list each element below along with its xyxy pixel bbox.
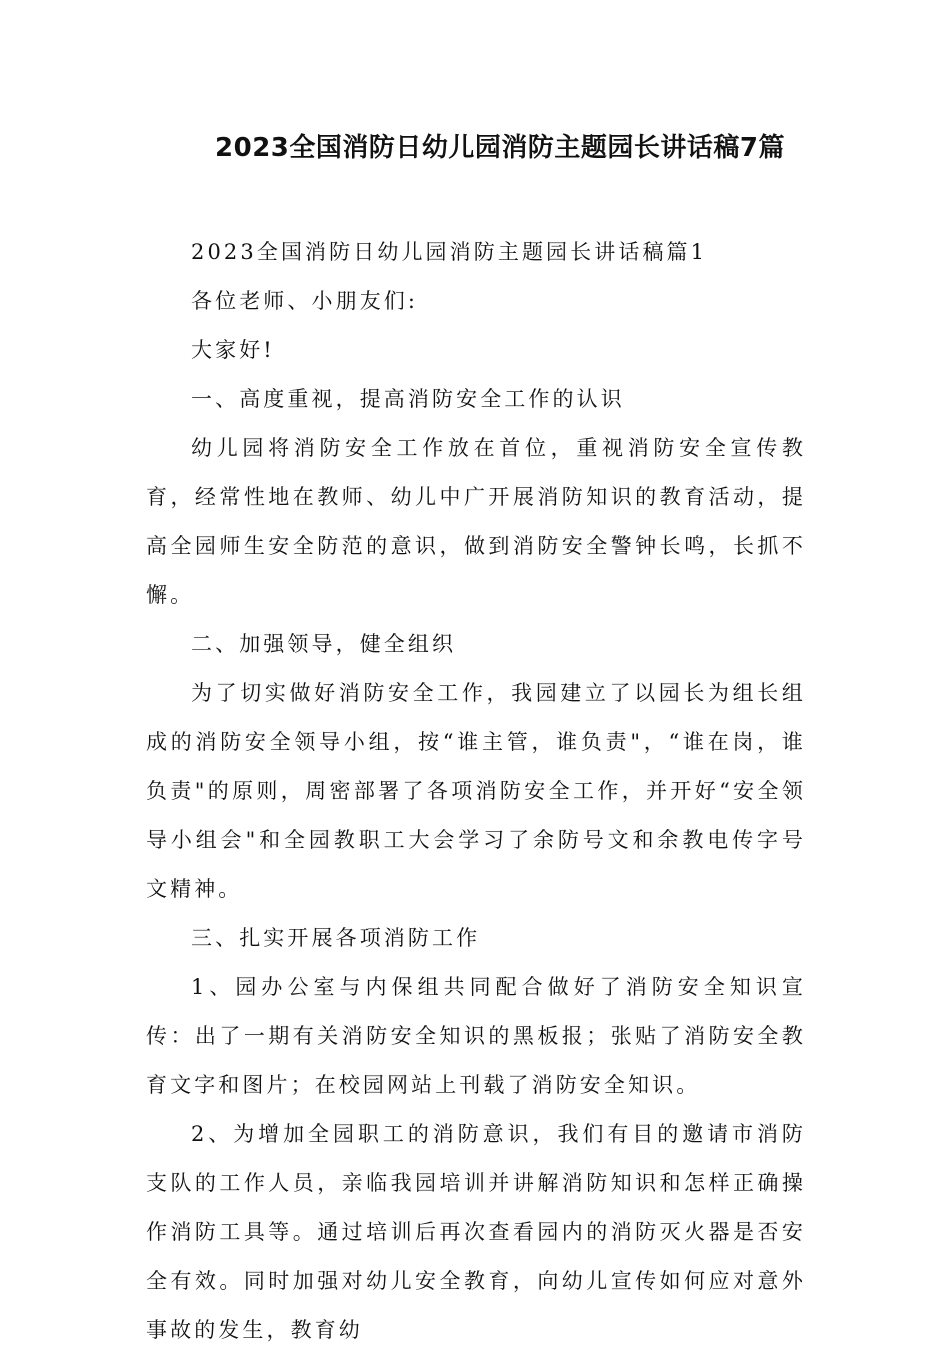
document-title: 2023全国消防日幼儿园消防主题园长讲话稿7篇 [215,133,785,163]
heading-2: 二、加强领导，健全组织 [191,632,457,656]
paragraph: 2、为增加全园职工的消防意识，我们有目的邀请市消防支队的工作人员，亲临我园培训并讲解消防知识和怎样正确操作消防工具等。通过培训后再次查看园内的消防灭火器是否安全有效。同时加强对幼儿安全教育，向幼儿宣传如何应对意外事故的发生，教育幼 [146,1122,806,1342]
greeting: 大家好! [191,338,275,362]
paragraph: 幼儿园将消防安全工作放在首位，重视消防安全宣传教育，经常性地在教师、幼儿中广开展消防知识的教育活动，提高全园师生安全防范的意识，做到消防安全警钟长鸣，长抓不懈。 [146,436,806,607]
paragraph: 1、园办公室与内保组共同配合做好了消防安全知识宣传：出了一期有关消防安全知识的黑板报；张贴了消防安全教育文字和图片；在校园网站上刊载了消防安全知识。 [146,975,806,1097]
heading-3: 三、扎实开展各项消防工作 [191,926,481,950]
document-body [146,228,806,1355]
heading-1: 一、高度重视，提高消防安全工作的认识 [191,387,625,411]
salutation: 各位老师、小朋友们: [191,289,419,313]
paragraph: 为了切实做好消防安全工作，我园建立了以园长为组长组成的消防安全领导小组，按“谁主管，谁负责"，“谁在岗，谁负责"的原则，周密部署了各项消防安全工作，并开好“安全领导小组会"和全园教职工大会学习了余防号文和余教电传字号文精神。 [146,681,806,901]
section-heading: 2023全国消防日幼儿园消防主题园长讲话稿篇1 [191,240,708,264]
